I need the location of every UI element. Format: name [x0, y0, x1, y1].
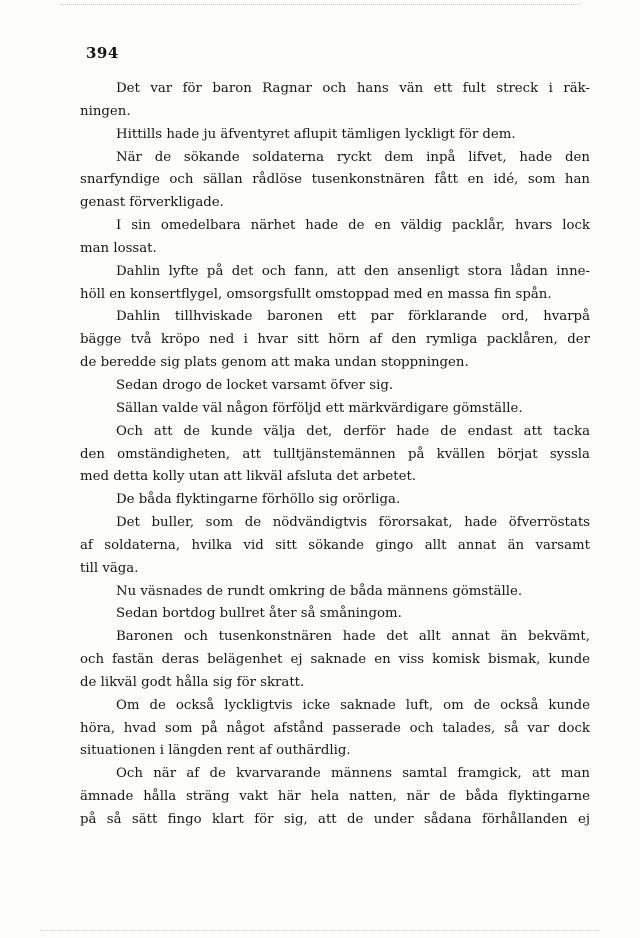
text-line: situationen i längden rent af outhärdlig.: [80, 743, 351, 759]
paragraph: [80, 603, 590, 626]
paragraph: [80, 512, 590, 581]
paragraph: [80, 626, 590, 695]
paragraph: [80, 398, 590, 421]
paragraph: [80, 147, 590, 216]
text-line: höll en konsertflygel, omsorgsfullt omstoppad med en massa fin spån.: [80, 286, 552, 302]
text-line: Sedan bortdog bullret åter så småningom.: [116, 606, 402, 622]
text-line: Sedan drogo de locket varsamt öfver sig.: [116, 377, 394, 393]
paragraph: [80, 581, 590, 604]
text-line: höra, hvad som på något afstånd passerade och talades, så var dock: [80, 720, 590, 736]
text-line: Sällan valde väl någon förföljd ett märkvärdigare gömställe.: [116, 400, 523, 416]
text-line: af soldaterna, hvilka vid sitt sökande gingo allt annat än varsamt: [80, 537, 590, 553]
text-line: genast förverkligade.: [80, 195, 224, 211]
text-line: I sin omedelbara närhet hade de en väldig packlår, hvars lock: [116, 218, 590, 234]
text-line: Dahlin tillhviskade baronen ett par förklarande ord, hvarpå: [116, 309, 590, 325]
text-line: med detta kolly utan att likväl afsluta det arbetet.: [80, 469, 417, 485]
paragraph: [80, 421, 590, 490]
text-line: De båda flyktingarne förhöllo sig orörliga.: [116, 492, 401, 508]
paragraph: [80, 763, 590, 832]
text-line: ämnade hålla sträng vakt här hela natten, när de båda flyktingarne: [80, 789, 590, 805]
text-line: Om de också lyckligtvis icke saknade luft, om de också kunde: [116, 697, 590, 713]
text-line: Baronen och tusenkonstnären hade det allt annat än bekvämt,: [116, 629, 590, 645]
paragraph: [80, 261, 590, 307]
text-line: Och att de kunde välja det, derför hade de endast att tacka: [116, 423, 590, 439]
text-line: ningen.: [80, 103, 131, 119]
text-line: snarfyndige och sällan rådlöse tusenkonstnären fått en idé, som han: [80, 172, 590, 188]
body-text: [80, 78, 590, 832]
text-line: på så sätt fingo klart för sig, att de under sådana förhållanden ej: [80, 812, 590, 827]
text-line: När de sökande soldaterna ryckt dem inpå lifvet, hade den: [116, 149, 590, 165]
text-line: Hittills hade ju äfventyret aflupit tämligen lyckligt för dem.: [116, 126, 516, 142]
text-line: Det var för baron Ragnar och hans vän ett fult streck i räk-: [116, 81, 590, 96]
text-line: man lossat.: [80, 240, 157, 256]
text-line: Nu väsnades de rundt omkring de båda männens gömställe.: [116, 583, 523, 599]
paragraph: [80, 306, 590, 375]
scan-edge-top: [60, 4, 580, 5]
paragraph: [80, 124, 590, 147]
paragraph: [80, 489, 590, 512]
text-line: de likväl godt hålla sig för skratt.: [80, 674, 305, 690]
paragraph: [80, 215, 590, 261]
text-line: Dahlin lyfte på det och fann, att den ansenligt stora lådan inne-: [116, 263, 590, 279]
scan-edge-bottom: [40, 930, 600, 931]
text-line: den omständigheten, att tulltjänstemännen på kvällen börjat syssla: [80, 446, 590, 462]
text-line: och fastän deras belägenhet ej saknade en viss komisk bismak, kunde: [80, 652, 590, 668]
text-line: bägge två kröpo ned i hvar sitt hörn af den rymliga packlåren, der: [80, 332, 590, 348]
text-line: Och när af de kvarvarande männens samtal framgick, att man: [116, 766, 590, 782]
page-number: 394: [86, 44, 119, 62]
text-line: till väga.: [80, 560, 139, 576]
text-line: de beredde sig plats genom att maka undan stoppningen.: [80, 355, 469, 371]
paragraph: [80, 375, 590, 398]
paragraph: [80, 695, 590, 764]
paragraph: [80, 78, 590, 124]
text-line: Det buller, som de nödvändigtvis förorsakat, hade öfverröstats: [116, 515, 590, 531]
